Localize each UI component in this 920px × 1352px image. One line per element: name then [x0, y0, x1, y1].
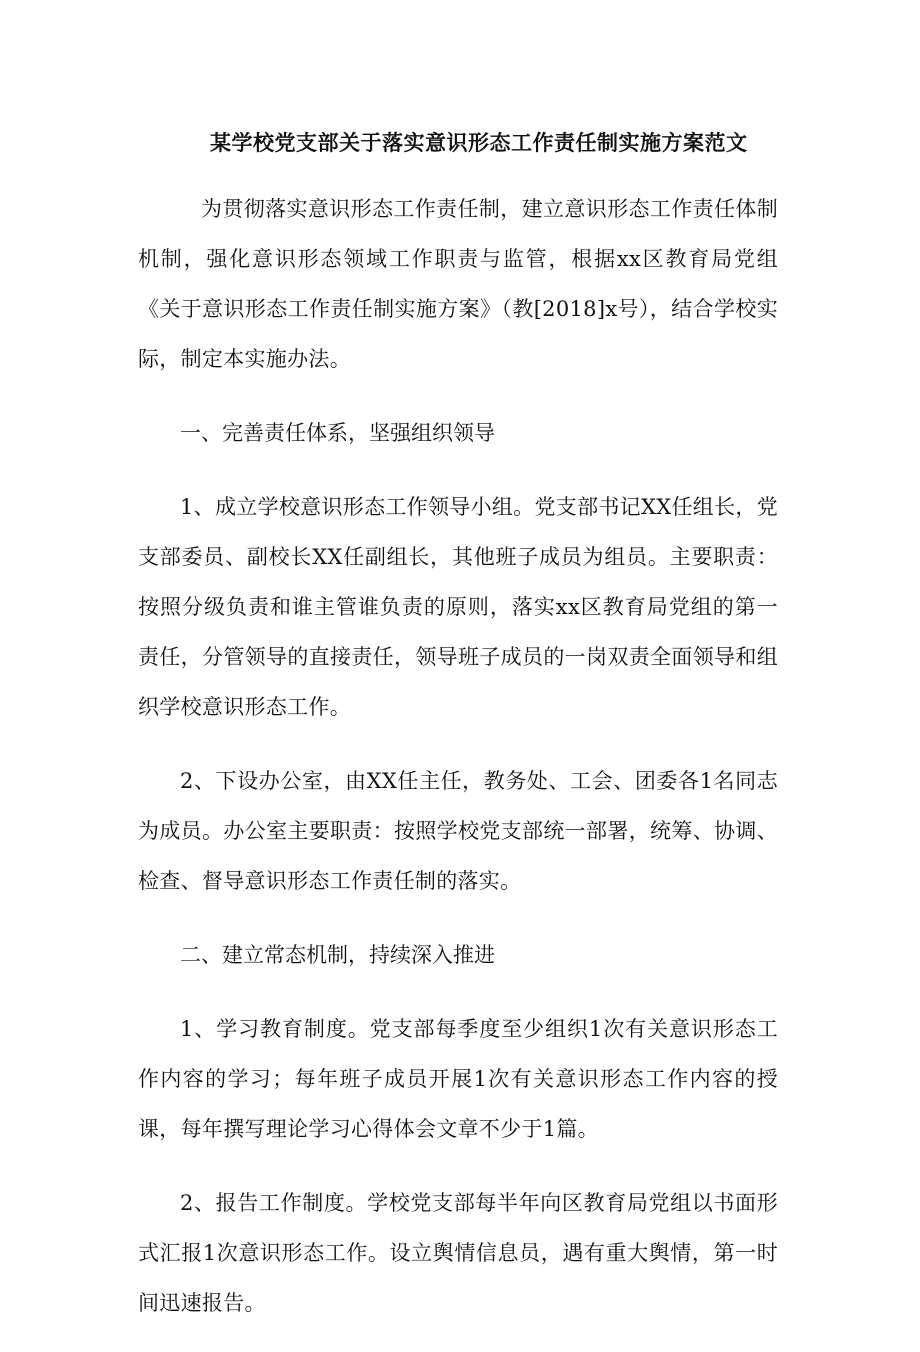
section-2-item-1: 1、学习教育制度。党支部每季度至少组织1次有关意识形态工作内容的学习；每年班子成员开展1次有关意识形态工作内容的授课，每年撰写理论学习心得体会文章不少于1篇。: [138, 1017, 778, 1141]
intro-paragraph: 为贯彻落实意识形态工作责任制，建立意识形态工作责任体制机制，强化意识形态领域工作职责与监管，根据xx区教育局党组《关于意识形态工作责任制实施方案》（教[2018]x号），结合学校实际，制定本实施办法。: [138, 197, 778, 371]
section-2-item-2: 2、报告工作制度。学校党支部每半年向区教育局党组以书面形式汇报1次意识形态工作。设立舆情信息员，遇有重大舆情，第一时间迅速报告。: [138, 1191, 778, 1315]
section-2-heading: 二、建立常态机制，持续深入推进: [180, 943, 495, 967]
section-1-heading: 一、完善责任体系，坚强组织领导: [180, 421, 495, 445]
document-title: 某学校党支部关于落实意识形态工作责任制实施方案范文: [210, 130, 748, 155]
document-body: [138, 126, 778, 1352]
section-1-item-1: 1、成立学校意识形态工作领导小组。党支部书记XX任组长，党支部委员、副校长XX任副组长，其他班子成员为组员。主要职责：按照分级负责和谁主管谁负责的原则，落实xx区教育局党组的第一责任，分管领导的直接责任，领导班子成员的一岗双责全面领导和组织学校意识形态工作。: [138, 495, 778, 719]
section-1-item-2: 2、下设办公室，由XX任主任，教务处、工会、团委各1名同志为成员。办公室主要职责：按照学校党支部统一部署，统筹、协调、检查、督导意识形态工作责任制的落实。: [138, 769, 778, 893]
